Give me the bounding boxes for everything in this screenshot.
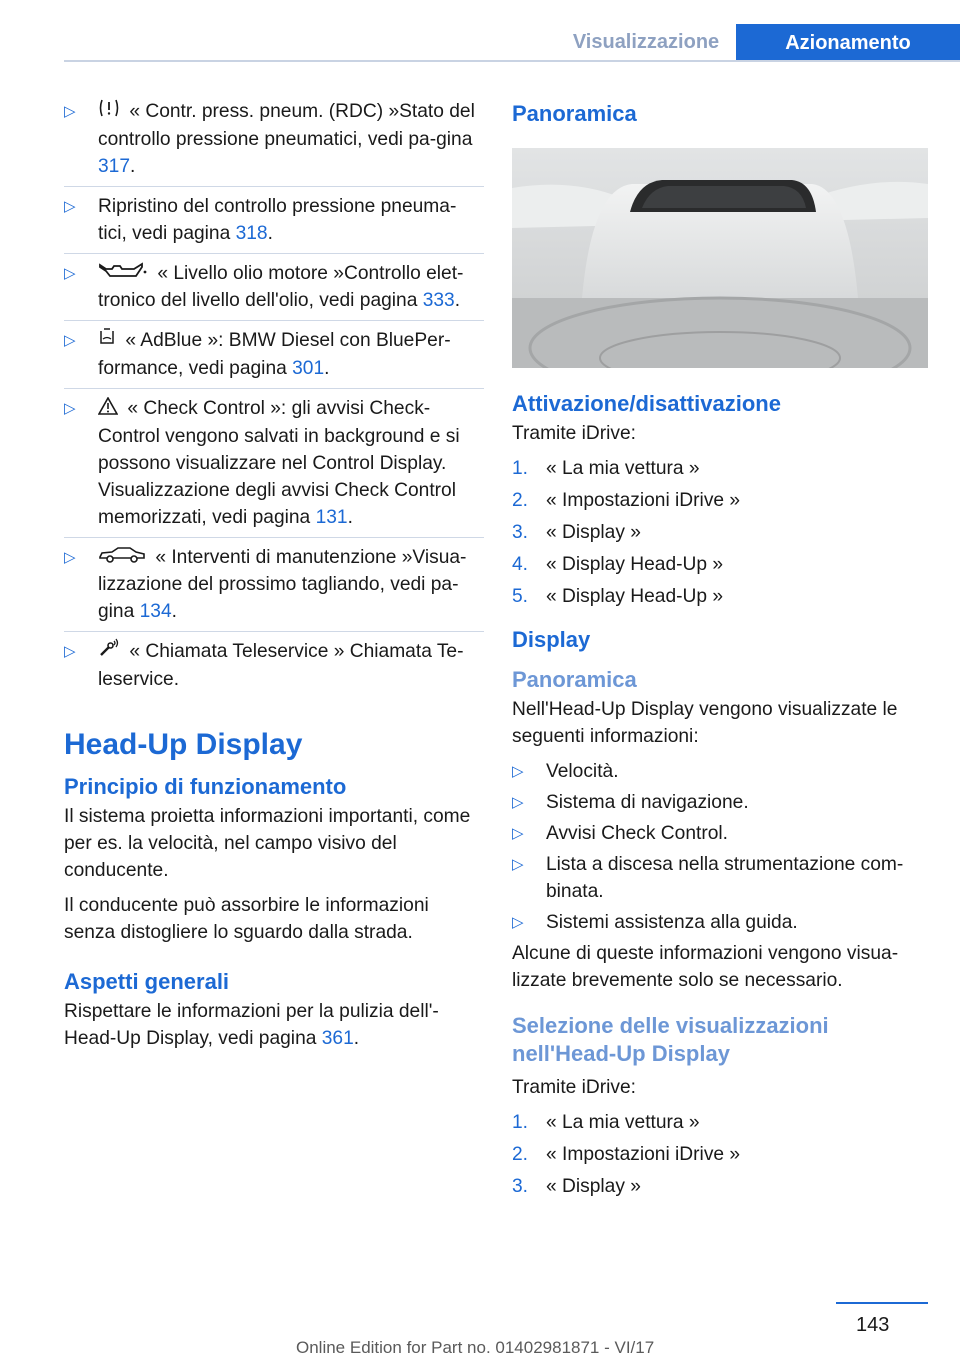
list-item: ▷ Avvisi Check Control. [512, 820, 928, 847]
list-item-text: « Livello olio motore »Controllo elet-tronico del livello dell'olio, vedi pagina [98, 263, 464, 312]
bullet-triangle-icon: ▷ [64, 198, 76, 215]
subheading-activation: Attivazione/disattivazione [512, 391, 781, 416]
list-item: 1. « La mia vettura » [512, 1112, 700, 1133]
right-column [512, 98, 928, 1205]
subheading-panoramica: Panoramica [512, 667, 637, 692]
list-item: ▷ « Livello olio motore »Controllo elet-tronico del livello dell'olio, vedi pagina 333. [64, 260, 484, 321]
list-item: 4. « Display Head-Up » [512, 554, 724, 575]
paragraph: Alcune di queste informazioni vengono visua-lizzate brevemente solo se necessario. [512, 943, 899, 991]
subheading-display: Display [512, 627, 591, 652]
bullet-triangle-icon: ▷ [512, 914, 524, 931]
page-link[interactable]: 333 [422, 290, 455, 312]
steps-selection [512, 1109, 928, 1200]
bullet-triangle-icon: ▷ [64, 643, 76, 661]
bullet-triangle-icon: ▷ [64, 332, 76, 350]
list-item-text: « Interventi di manutenzione »Visua-lizzazione del prossimo tagliando, vedi pa-gina [98, 546, 467, 623]
info-list [512, 758, 928, 936]
list-item: ▷ « Contr. press. pneum. (RDC) »Stato del controllo pressione pneumatici, vedi pa-gina 317. [64, 98, 484, 187]
list-item: 5. « Display Head-Up » [512, 586, 724, 607]
page-link[interactable]: 318 [235, 223, 268, 244]
page-number: 143 [856, 1314, 890, 1336]
left-column [64, 98, 484, 1060]
paragraph: Rispettare le informazioni per la pulizia dell'-Head-Up Display, vedi pagina 361. [64, 1001, 439, 1050]
list-item: ▷ Sistema di navigazione. [512, 789, 928, 816]
list-item-text: « Contr. press. pneum. (RDC) »Stato del controllo pressione pneumatici, vedi pa-gina [98, 101, 475, 150]
list-item: 2. « Impostazioni iDrive » [512, 490, 741, 511]
header-divider [64, 60, 960, 62]
bullet-triangle-icon: ▷ [64, 548, 76, 566]
list-item-text: « Chiamata Teleservice » Chiamata Te-leservice. [98, 641, 464, 691]
list-item: ▷ Velocità. [512, 758, 928, 785]
list-item: 3. « Display » [512, 522, 641, 543]
list-item: ▷ Ripristino del controllo pressione pneuma-tici, vedi pagina 318. [64, 193, 484, 254]
page-header [0, 0, 960, 62]
bullet-triangle-icon: ▷ [512, 794, 524, 811]
section-heading-head-up-display: Head-Up Display [64, 728, 303, 762]
bullet-triangle-icon: ▷ [512, 856, 524, 873]
subheading-overview: Panoramica [512, 101, 637, 126]
bullet-triangle-icon: ▷ [512, 763, 524, 780]
list-item: ▷ Lista a discesa nella strumentazione com-binata. [512, 851, 928, 905]
menu-options-list [64, 98, 484, 699]
section-tab-visualizzazione[interactable]: Visualizzazione [572, 31, 720, 53]
paragraph: Il conducente può assorbire le informazioni senza distogliere lo sguardo dalla strada. [64, 895, 429, 944]
page-link[interactable]: 317 [98, 156, 131, 177]
steps-activation [512, 455, 928, 610]
bullet-triangle-icon: ▷ [512, 825, 524, 842]
footer-divider [836, 1302, 928, 1304]
car-service-icon [98, 544, 146, 571]
bullet-triangle-icon: ▷ [64, 103, 76, 120]
paragraph: Il sistema proietta informazioni importanti, come per es. la velocità, nel campo visivo del conducente. [64, 806, 471, 882]
list-item: ▷ « Check Control »: gli avvisi Check-Control vengono salvati in background e si possono visualizzare nel Control Display. Visualizzazione degli avvisi Check Control memorizzati, vedi pagina 131. [64, 395, 484, 537]
list-item: 3. « Display » [512, 1176, 641, 1197]
list-item: ▷ Sistemi assistenza alla guida. [512, 909, 928, 936]
paragraph: Nell'Head-Up Display vengono visualizzate le seguenti informazioni: [512, 699, 898, 747]
subheading-principle: Principio di funzionamento [64, 774, 347, 800]
adblue-icon [98, 327, 116, 355]
paragraph: Tramite iDrive: [512, 1077, 637, 1098]
page-link[interactable]: 361 [321, 1028, 354, 1050]
section-tab-azionamento[interactable]: Azionamento [736, 24, 960, 62]
list-item-text: Ripristino del controllo pressione pneuma-tici, vedi pagina [98, 196, 457, 244]
list-item: 1. « La mia vettura » [512, 458, 700, 479]
oil-can-icon [98, 260, 148, 287]
page-link[interactable]: 131 [315, 506, 348, 528]
list-item-text: « Check Control »: gli avvisi Check-Control vengono salvati in background e si possono visualizzare nel Control Display. Visualizzazione degli avvisi Check Control memorizzati, vedi pagina [98, 398, 460, 528]
subheading-selection: Selezione delle visualizzazioni nell'Head-Up Display [512, 1013, 829, 1066]
paragraph: Tramite iDrive: [512, 423, 637, 444]
edition-note: Online Edition for Part no. 01402981871 - VI/17 [296, 1338, 655, 1357]
teleservice-wrench-icon [98, 638, 120, 666]
head-up-display-photo [512, 148, 928, 368]
bullet-triangle-icon: ▷ [64, 265, 76, 282]
tire-pressure-icon [98, 98, 120, 126]
list-item [64, 638, 484, 699]
bullet-triangle-icon: ▷ [64, 400, 76, 418]
subheading-general: Aspetti generali [64, 969, 230, 995]
list-item-text: « AdBlue »: BMW Diesel con BluePer-formance, vedi pagina [98, 330, 451, 380]
page-link[interactable]: 134 [139, 601, 172, 623]
warning-triangle-icon [98, 396, 118, 423]
list-item: ▷ « AdBlue »: BMW Diesel con BluePer-formance, vedi pagina 301. [64, 327, 484, 389]
list-item: 2. « Impostazioni iDrive » [512, 1144, 741, 1165]
list-item: ▷ « Interventi di manutenzione »Visua-lizzazione del prossimo tagliando, vedi pa-gina 134. [64, 544, 484, 632]
page-link[interactable]: 301 [292, 358, 325, 380]
